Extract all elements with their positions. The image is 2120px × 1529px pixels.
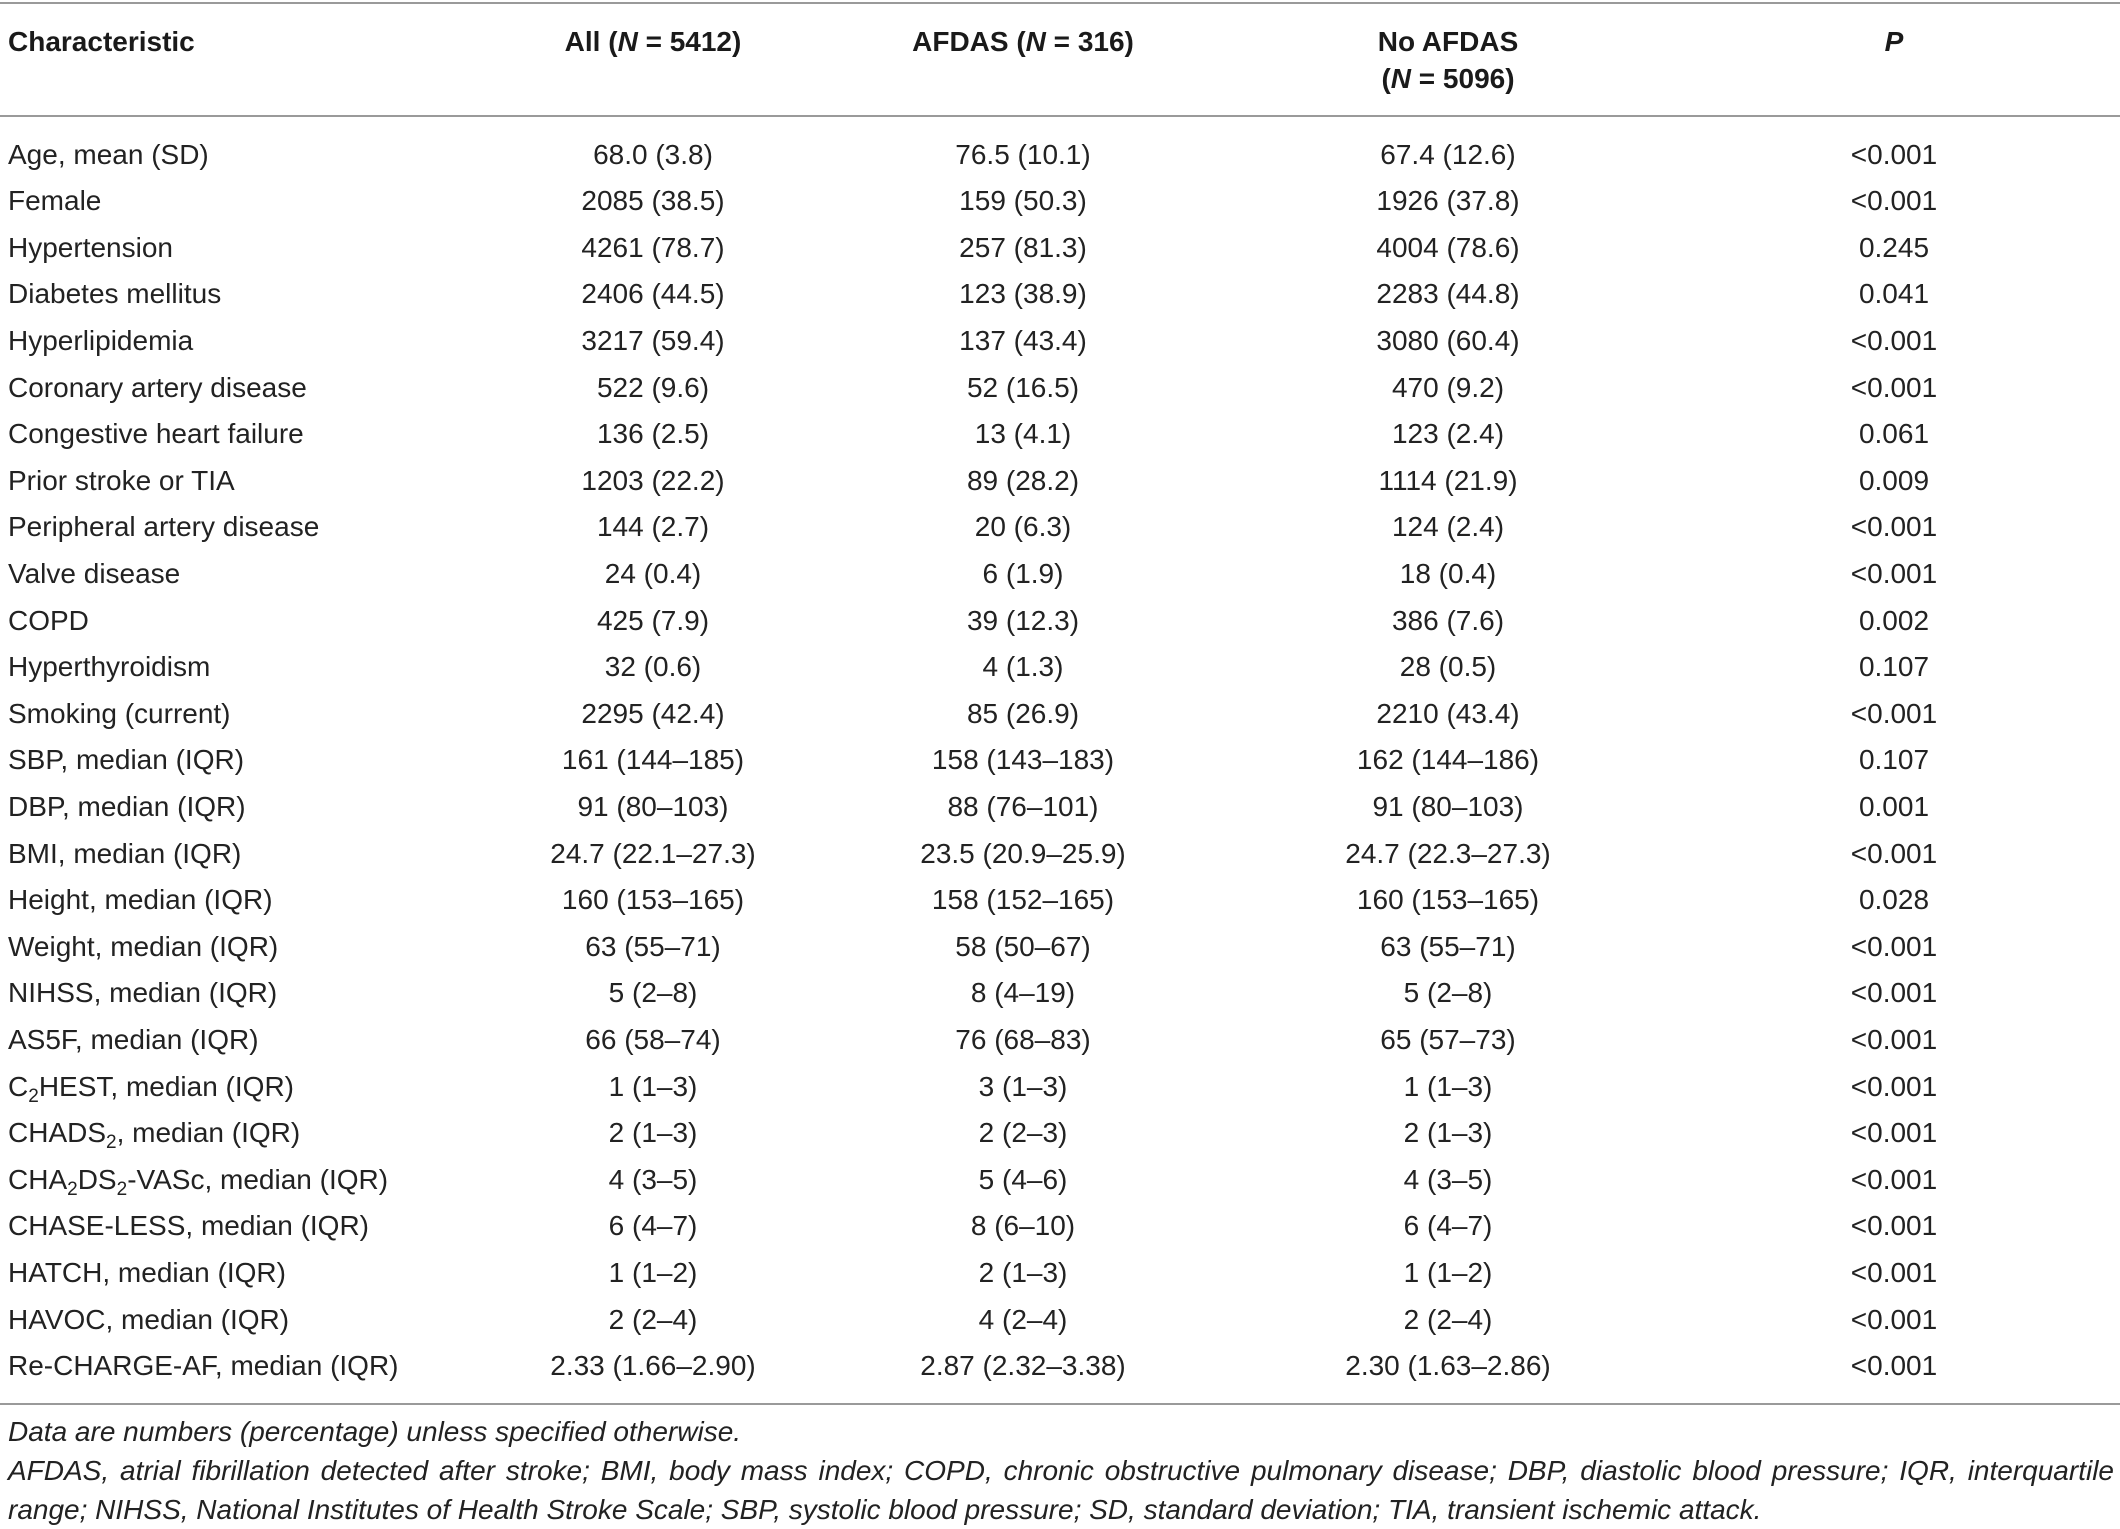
cell-afdas: 137 (43.4) bbox=[959, 325, 1087, 357]
table-row bbox=[8, 178, 2120, 225]
cell-no-afdas: 2 (2–4) bbox=[1403, 1303, 1493, 1335]
cell-afdas: 8 (4–19) bbox=[970, 977, 1076, 1009]
cell-afdas: 4 (1.3) bbox=[982, 651, 1064, 683]
cell-all: 4 (3–5) bbox=[608, 1163, 698, 1195]
cell-all: 2 (2–4) bbox=[608, 1303, 698, 1335]
bottom-rule bbox=[0, 1403, 2120, 1405]
cell-p-value: <0.001 bbox=[1850, 371, 1938, 403]
cell-p-value: <0.001 bbox=[1850, 511, 1938, 543]
cell-p-value: 0.009 bbox=[1858, 464, 1930, 496]
cell-afdas: 2.87 (2.32–3.38) bbox=[920, 1350, 1126, 1382]
cell-no-afdas: 18 (0.4) bbox=[1399, 558, 1497, 590]
cell-afdas: 13 (4.1) bbox=[974, 418, 1072, 450]
cell-p-value: <0.001 bbox=[1850, 697, 1938, 729]
row-label: Hyperthyroidism bbox=[8, 651, 211, 683]
table-row bbox=[8, 118, 2120, 178]
cell-all: 2.33 (1.66–2.90) bbox=[550, 1350, 756, 1382]
cell-no-afdas: 65 (57–73) bbox=[1380, 1023, 1516, 1055]
cell-afdas: 2 (2–3) bbox=[978, 1117, 1068, 1149]
table-footnotes bbox=[8, 1412, 2114, 1529]
cell-no-afdas: 2 (1–3) bbox=[1403, 1117, 1493, 1149]
row-label: NIHSS, median (IQR) bbox=[8, 977, 278, 1009]
cell-no-afdas: 2.30 (1.63–2.86) bbox=[1345, 1350, 1551, 1382]
cell-afdas: 8 (6–10) bbox=[970, 1210, 1076, 1242]
cell-afdas: 159 (50.3) bbox=[959, 185, 1087, 217]
cell-all: 522 (9.6) bbox=[596, 371, 710, 403]
cell-p-value: <0.001 bbox=[1850, 139, 1938, 170]
header-p-value: P bbox=[1884, 26, 1904, 57]
characteristics-table bbox=[8, 0, 2120, 1389]
cell-afdas: 3 (1–3) bbox=[978, 1070, 1068, 1102]
cell-all: 91 (80–103) bbox=[577, 791, 729, 823]
cell-all: 63 (55–71) bbox=[585, 930, 721, 962]
cell-no-afdas: 470 (9.2) bbox=[1391, 371, 1505, 403]
cell-afdas: 4 (2–4) bbox=[978, 1303, 1068, 1335]
row-label: Smoking (current) bbox=[8, 697, 231, 729]
cell-no-afdas: 1926 (37.8) bbox=[1376, 185, 1520, 217]
cell-no-afdas: 6 (4–7) bbox=[1403, 1210, 1493, 1242]
row-label: Age, mean (SD) bbox=[8, 139, 209, 170]
table-row bbox=[8, 318, 2120, 365]
cell-no-afdas: 1114 (21.9) bbox=[1378, 464, 1518, 496]
row-label: Valve disease bbox=[8, 558, 181, 590]
cell-all: 425 (7.9) bbox=[596, 604, 710, 636]
table-row bbox=[8, 1017, 2120, 1064]
cell-all: 161 (144–185) bbox=[561, 744, 745, 776]
row-label: Coronary artery disease bbox=[8, 371, 307, 403]
cell-all: 160 (153–165) bbox=[561, 884, 745, 916]
cell-all: 144 (2.7) bbox=[596, 511, 710, 543]
table-row bbox=[8, 737, 2120, 784]
table-row bbox=[8, 924, 2120, 971]
cell-all: 24 (0.4) bbox=[604, 558, 702, 590]
table-row bbox=[8, 1110, 2120, 1157]
cell-no-afdas: 124 (2.4) bbox=[1391, 511, 1505, 543]
cell-p-value: 0.041 bbox=[1858, 278, 1930, 310]
cell-afdas: 52 (16.5) bbox=[966, 371, 1080, 403]
cell-p-value: 0.107 bbox=[1858, 651, 1930, 683]
cell-all: 6 (4–7) bbox=[608, 1210, 698, 1242]
table-row bbox=[8, 225, 2120, 272]
cell-all: 136 (2.5) bbox=[596, 418, 710, 450]
cell-afdas: 123 (38.9) bbox=[959, 278, 1087, 310]
table-row bbox=[8, 1296, 2120, 1343]
cell-p-value: 0.061 bbox=[1858, 418, 1930, 450]
cell-p-value: <0.001 bbox=[1850, 1210, 1938, 1242]
cell-no-afdas: 4004 (78.6) bbox=[1376, 231, 1520, 263]
cell-p-value: <0.001 bbox=[1850, 1023, 1938, 1055]
cell-no-afdas: 2283 (44.8) bbox=[1376, 278, 1520, 310]
table-body bbox=[8, 118, 2120, 1389]
cell-no-afdas: 91 (80–103) bbox=[1372, 791, 1524, 823]
cell-p-value: 0.001 bbox=[1858, 791, 1930, 823]
row-label: AS5F, median (IQR) bbox=[8, 1023, 259, 1055]
cell-afdas: 158 (152–165) bbox=[931, 884, 1115, 916]
table-row bbox=[8, 458, 2120, 505]
cell-afdas: 88 (76–101) bbox=[947, 791, 1099, 823]
cell-afdas: 6 (1.9) bbox=[982, 558, 1064, 590]
cell-no-afdas: 28 (0.5) bbox=[1399, 651, 1497, 683]
cell-all: 66 (58–74) bbox=[585, 1023, 721, 1055]
footnote-data-format: Data are numbers (percentage) unless specified otherwise. bbox=[8, 1416, 742, 1447]
cell-no-afdas: 4 (3–5) bbox=[1403, 1163, 1493, 1195]
row-label: Hypertension bbox=[8, 231, 173, 263]
row-label: Height, median (IQR) bbox=[8, 884, 273, 916]
table-row bbox=[8, 1063, 2120, 1110]
cell-p-value: <0.001 bbox=[1850, 185, 1938, 217]
cell-afdas: 23.5 (20.9–25.9) bbox=[920, 837, 1126, 869]
cell-no-afdas: 67.4 (12.6) bbox=[1380, 139, 1516, 170]
cell-no-afdas: 123 (2.4) bbox=[1391, 418, 1505, 450]
table-row bbox=[8, 411, 2120, 458]
row-label: Weight, median (IQR) bbox=[8, 930, 279, 962]
cell-p-value: <0.001 bbox=[1850, 1117, 1938, 1149]
cell-all: 2085 (38.5) bbox=[581, 185, 725, 217]
cell-all: 3217 (59.4) bbox=[581, 325, 725, 357]
cell-all: 2295 (42.4) bbox=[581, 697, 725, 729]
cell-no-afdas: 63 (55–71) bbox=[1380, 930, 1516, 962]
cell-all: 32 (0.6) bbox=[604, 651, 702, 683]
row-label: $CHA_2DS_2$-VASc, median (IQR) bbox=[8, 1163, 389, 1200]
table-row bbox=[8, 504, 2120, 551]
cell-afdas: 85 (26.9) bbox=[966, 697, 1080, 729]
row-label: BMI, median (IQR) bbox=[8, 837, 242, 869]
row-label: Prior stroke or TIA bbox=[8, 464, 235, 496]
row-label: SBP, median (IQR) bbox=[8, 744, 245, 776]
cell-afdas: 2 (1–3) bbox=[978, 1256, 1068, 1288]
header-no-afdas: No AFDAS (N = 5096) bbox=[1377, 26, 1519, 94]
cell-all: 1203 (22.2) bbox=[581, 464, 725, 496]
cell-afdas: 58 (50–67) bbox=[955, 930, 1091, 962]
row-label: COPD bbox=[8, 604, 89, 636]
cell-p-value: 0.107 bbox=[1858, 744, 1930, 776]
row-label: Hyperlipidemia bbox=[8, 325, 194, 357]
row-label: Female bbox=[8, 185, 102, 217]
table-row bbox=[8, 877, 2120, 924]
cell-no-afdas: 24.7 (22.3–27.3) bbox=[1345, 837, 1551, 869]
cell-p-value: <0.001 bbox=[1850, 1256, 1938, 1288]
row-label: CHASE-LESS, median (IQR) bbox=[8, 1210, 369, 1242]
table-row bbox=[8, 271, 2120, 318]
cell-p-value: <0.001 bbox=[1850, 1350, 1938, 1382]
table-row bbox=[8, 644, 2120, 691]
row-label: HATCH, median (IQR) bbox=[8, 1256, 286, 1288]
cell-p-value: <0.001 bbox=[1850, 1303, 1938, 1335]
cell-p-value: 0.028 bbox=[1858, 884, 1930, 916]
table-row bbox=[8, 597, 2120, 644]
table-row bbox=[8, 1343, 2120, 1390]
cell-afdas: 89 (28.2) bbox=[966, 464, 1080, 496]
cell-p-value: <0.001 bbox=[1850, 930, 1938, 962]
footnote-abbreviations: AFDAS, atrial fibrillation detected after stroke; BMI, body mass index; COPD, chronic obstructive pulmonary disease; DBP, diastolic blood pressure; IQR, interquartile range; NIHSS, National Institutes of Health Stroke Scale; SBP, systolic blood pressure; SD, standard deviation; TIA, transient ischemic attack. bbox=[8, 1455, 2114, 1525]
row-label: Re-CHARGE-AF, median (IQR) bbox=[8, 1350, 399, 1382]
cell-afdas: 39 (12.3) bbox=[966, 604, 1080, 636]
cell-no-afdas: 2210 (43.4) bbox=[1376, 697, 1520, 729]
cell-p-value: <0.001 bbox=[1850, 837, 1938, 869]
cell-afdas: 158 (143–183) bbox=[931, 744, 1115, 776]
row-label: Congestive heart failure bbox=[8, 418, 304, 450]
cell-afdas: 76.5 (10.1) bbox=[955, 139, 1091, 170]
cell-no-afdas: 1 (1–3) bbox=[1403, 1070, 1493, 1102]
cell-all: 68.0 (3.8) bbox=[593, 139, 713, 170]
cell-p-value: <0.001 bbox=[1850, 1163, 1938, 1195]
cell-all: 1 (1–2) bbox=[608, 1256, 698, 1288]
cell-p-value: <0.001 bbox=[1850, 558, 1938, 590]
cell-afdas: 76 (68–83) bbox=[955, 1023, 1091, 1055]
table-row bbox=[8, 1203, 2120, 1250]
cell-all: 4261 (78.7) bbox=[581, 231, 725, 263]
cell-all: 2406 (44.5) bbox=[581, 278, 725, 310]
cell-afdas: 20 (6.3) bbox=[974, 511, 1072, 543]
table-row bbox=[8, 784, 2120, 831]
table-row bbox=[8, 1250, 2120, 1297]
table-row bbox=[8, 551, 2120, 598]
cell-p-value: 0.002 bbox=[1858, 604, 1930, 636]
cell-p-value: 0.245 bbox=[1858, 231, 1930, 263]
table-row bbox=[8, 364, 2120, 411]
row-label: DBP, median (IQR) bbox=[8, 791, 246, 823]
cell-afdas: 257 (81.3) bbox=[959, 231, 1087, 263]
cell-no-afdas: 160 (153–165) bbox=[1356, 884, 1540, 916]
table-header-row bbox=[8, 0, 2120, 118]
cell-all: 5 (2–8) bbox=[608, 977, 698, 1009]
cell-no-afdas: 3080 (60.4) bbox=[1376, 325, 1520, 357]
header-characteristic: Characteristic bbox=[8, 26, 195, 57]
cell-afdas: 5 (4–6) bbox=[978, 1163, 1068, 1195]
table-row bbox=[8, 691, 2120, 738]
cell-no-afdas: 1 (1–2) bbox=[1403, 1256, 1493, 1288]
table-row bbox=[8, 830, 2120, 877]
header-all: All (N = 5412) bbox=[564, 26, 742, 57]
cell-all: 2 (1–3) bbox=[608, 1117, 698, 1149]
cell-no-afdas: 162 (144–186) bbox=[1356, 744, 1540, 776]
cell-all: 24.7 (22.1–27.3) bbox=[550, 837, 756, 869]
row-label: $C_2HEST$, median (IQR) bbox=[8, 1070, 294, 1107]
header-afdas: AFDAS (N = 316) bbox=[912, 26, 1134, 57]
cell-p-value: <0.001 bbox=[1850, 1070, 1938, 1102]
cell-all: 1 (1–3) bbox=[608, 1070, 698, 1102]
cell-no-afdas: 386 (7.6) bbox=[1391, 604, 1505, 636]
table-row bbox=[8, 970, 2120, 1017]
row-label: HAVOC, median (IQR) bbox=[8, 1303, 290, 1335]
row-label: Diabetes mellitus bbox=[8, 278, 222, 310]
cell-no-afdas: 5 (2–8) bbox=[1403, 977, 1493, 1009]
cell-p-value: <0.001 bbox=[1850, 325, 1938, 357]
cell-p-value: <0.001 bbox=[1850, 977, 1938, 1009]
table-row bbox=[8, 1156, 2120, 1203]
row-label: Peripheral artery disease bbox=[8, 511, 320, 543]
row-label: $CHADS_2$, median (IQR) bbox=[8, 1117, 301, 1154]
